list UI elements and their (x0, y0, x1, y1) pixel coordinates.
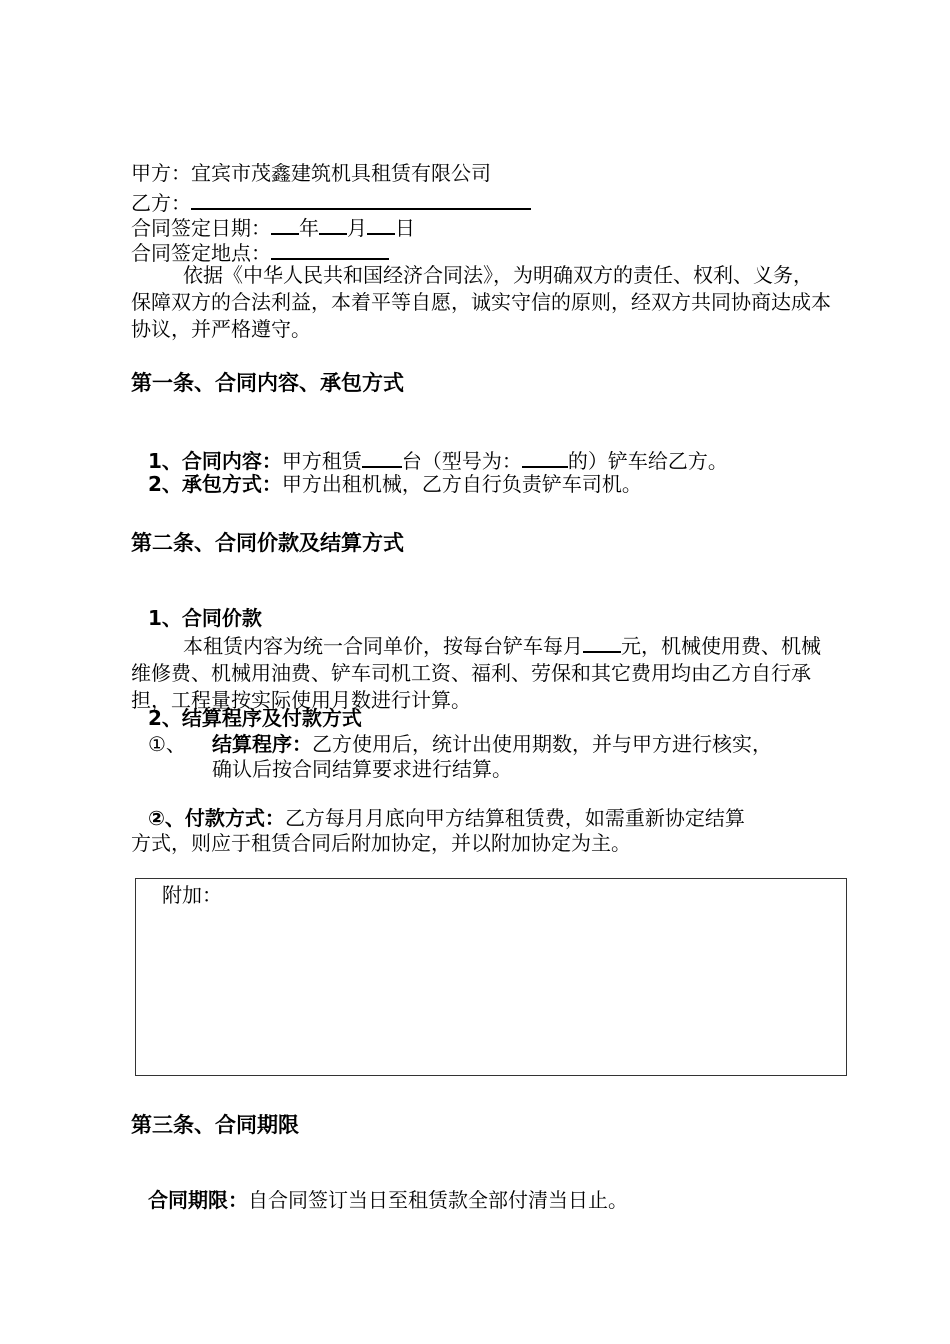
year-blank (271, 212, 299, 235)
step2-text: 乙方每月月底向甲方结算租赁费，如需重新协定结算 (284, 806, 745, 830)
step1-label: 结算程序： (212, 732, 312, 756)
price-text-b: 元，机械使用费、机械维修费、机械用油费、铲车司机工资、福利、劳保和其它费用均由乙方自行承担，工程量按实际使用月数进行计算。 (131, 634, 821, 712)
month-label: 月 (347, 216, 367, 240)
party-b-blank (191, 187, 531, 210)
step2-label: ②、付款方式： (148, 806, 285, 830)
monthly-price-blank (583, 630, 621, 653)
step1-text-line2: 确认后按合同结算要求进行结算。 (212, 757, 512, 781)
sign-place-label: 合同签定地点： (131, 241, 271, 265)
step1-line (148, 731, 186, 758)
day-blank (367, 212, 395, 235)
article3-heading: 第三条、合同期限 (131, 1113, 299, 1137)
sign-date-label: 合同签定日期： (131, 216, 271, 240)
step1-text-line (212, 731, 772, 758)
preamble-paragraph: 依据《中华人民共和国经济合同法》，为明确双方的责任、权利、义务，保障双方的合法利益，本着平等自愿，诚实守信的原则，经双方共同协商达成本协议，并严格遵守。 (131, 263, 831, 341)
item2-label: 2、承包方式： (148, 472, 282, 496)
price-subheading: 1、合同价款 (148, 606, 262, 630)
settlement-subheading: 2、结算程序及付款方式 (148, 706, 362, 730)
addendum-box[interactable] (135, 878, 847, 1076)
month-blank (319, 212, 347, 235)
party-b-label: 乙方： (131, 191, 191, 215)
step1-number: ①、 (148, 732, 186, 756)
term-label: 合同期限： (148, 1188, 248, 1212)
step1-text: 乙方使用后，统计出使用期数，并与甲方进行核实， (312, 732, 772, 756)
sign-place-blank (271, 237, 389, 260)
item1-text-a: 甲方租赁 (281, 449, 362, 473)
price-text-a: 本租赁内容为统一合同单价，按每台铲车每月 (183, 634, 583, 658)
item2-text: 甲方出租机械，乙方自行负责铲车司机。 (281, 472, 642, 496)
addendum-label: 附加： (162, 883, 222, 907)
price-paragraph (131, 630, 831, 714)
article1-heading: 第一条、合同内容、承包方式 (131, 371, 404, 395)
day-label: 日 (395, 216, 415, 240)
term-line (131, 1187, 628, 1214)
quantity-blank (362, 445, 402, 468)
model-blank (522, 445, 568, 468)
item1-label: 1、合同内容： (148, 449, 282, 473)
step2-line (148, 805, 745, 832)
term-text: 自合同签订当日至租赁款全部付清当日止。 (248, 1188, 628, 1212)
party-a-line: 甲方：宜宾市茂鑫建筑机具租赁有限公司 (131, 161, 491, 185)
article2-heading: 第二条、合同价款及结算方式 (131, 531, 404, 555)
step2-text-line2: 方式，则应于租赁合同后附加协定，并以附加协定为主。 (131, 831, 631, 855)
year-label: 年 (299, 216, 319, 240)
item1-text-c: 的）铲车给乙方。 (567, 449, 728, 473)
item1-text-b: 台（型号为： (401, 449, 522, 473)
article1-item2 (131, 471, 642, 498)
